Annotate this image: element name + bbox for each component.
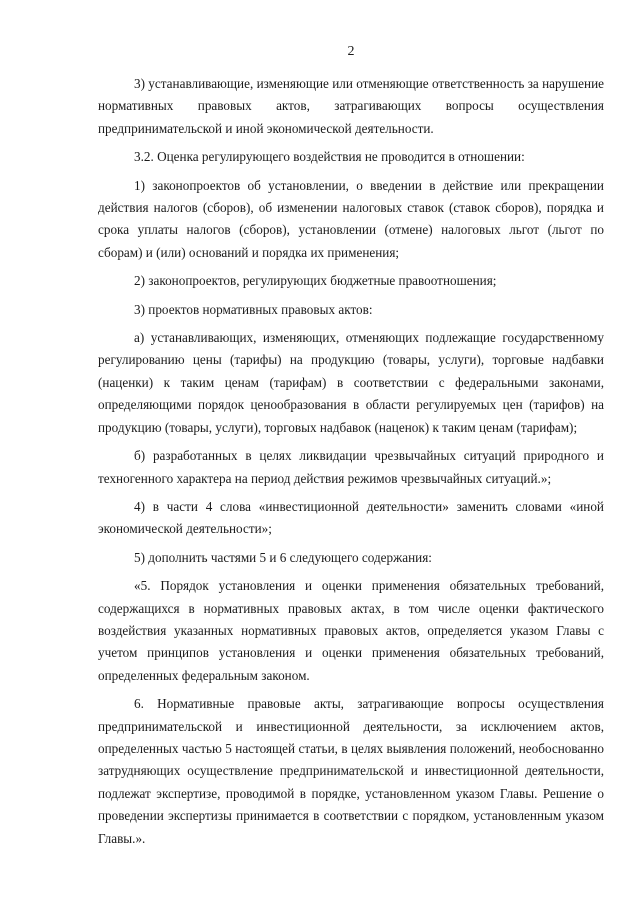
paragraph-item-3: 3) устанавливающие, изменяющие или отменяющие ответственность за нарушение нормативных правовых актов, затрагивающих вопросы осуществления предпринимательской и иной экономической деятельности. [98, 76, 604, 136]
page-number: 2 [347, 44, 355, 59]
paragraph-item-5: 5) дополнить частями 5 и 6 следующего содержания: [134, 549, 432, 565]
paragraph-subitem-2: 2) законопроектов, регулирующих бюджетные правоотношения; [134, 273, 497, 289]
paragraph-section-3-2: 3.2. Оценка регулирующего воздействия не проводится в отношении: [134, 149, 525, 165]
paragraph-part-6: 6. Нормативные правовые акты, затрагивающие вопросы осуществления предпринимательской и инвестиционной деятельности, за исключением актов, определенных частью 5 настоящей статьи, в целях выявления положений, необоснованно затрудняющих осуществление предпринимательской и инвестиционной деятельности, подлежат экспертизе, проводимой в порядке, установленном указом Главы. Решение о проведении экспертизы принимается в соответствии с порядком, установленным указом Главы.». [98, 696, 604, 846]
paragraph-subitem-a: а) устанавливающих, изменяющих, отменяющих подлежащие государственному регулированию цены (тарифы) на продукцию (товары, услуги), торговые надбавки (наценки) к таким ценам (тарифам) в соответствии с федеральными законами, определяющими порядок ценообразования в области регулируемых цен (тарифов) на продукцию (товары, услуги), торговых надбавок (наценок) к таким ценам (тарифам); [98, 330, 604, 435]
paragraph-subitem-3: 3) проектов нормативных правовых актов: [134, 301, 373, 317]
paragraph-subitem-1: 1) законопроектов об установлении, о введении в действие или прекращении действия налогов (сборов), об изменении налоговых ставок (ставок сборов), порядка и срока уплаты налогов (сборов), установлении (отмене) налоговых льгот (льгот по сборам) и (или) оснований и порядка их применения; [98, 177, 604, 260]
paragraph-item-4: 4) в части 4 слова «инвестиционной деятельности» заменить словами «иной экономической деятельности»; [98, 498, 604, 537]
paragraph-part-5: «5. Порядок установления и оценки применения обязательных требований, содержащихся в нормативных правовых актах, в том числе оценки фактического воздействия указанных нормативных правовых актов, определяется указом Главы с учетом принципов установления и оценки применения обязательных требований, определенных федеральным законом. [98, 578, 604, 683]
paragraph-subitem-b: б) разработанных в целях ликвидации чрезвычайных ситуаций природного и техногенного характера на период действия режимов чрезвычайных ситуаций.»; [98, 448, 604, 486]
